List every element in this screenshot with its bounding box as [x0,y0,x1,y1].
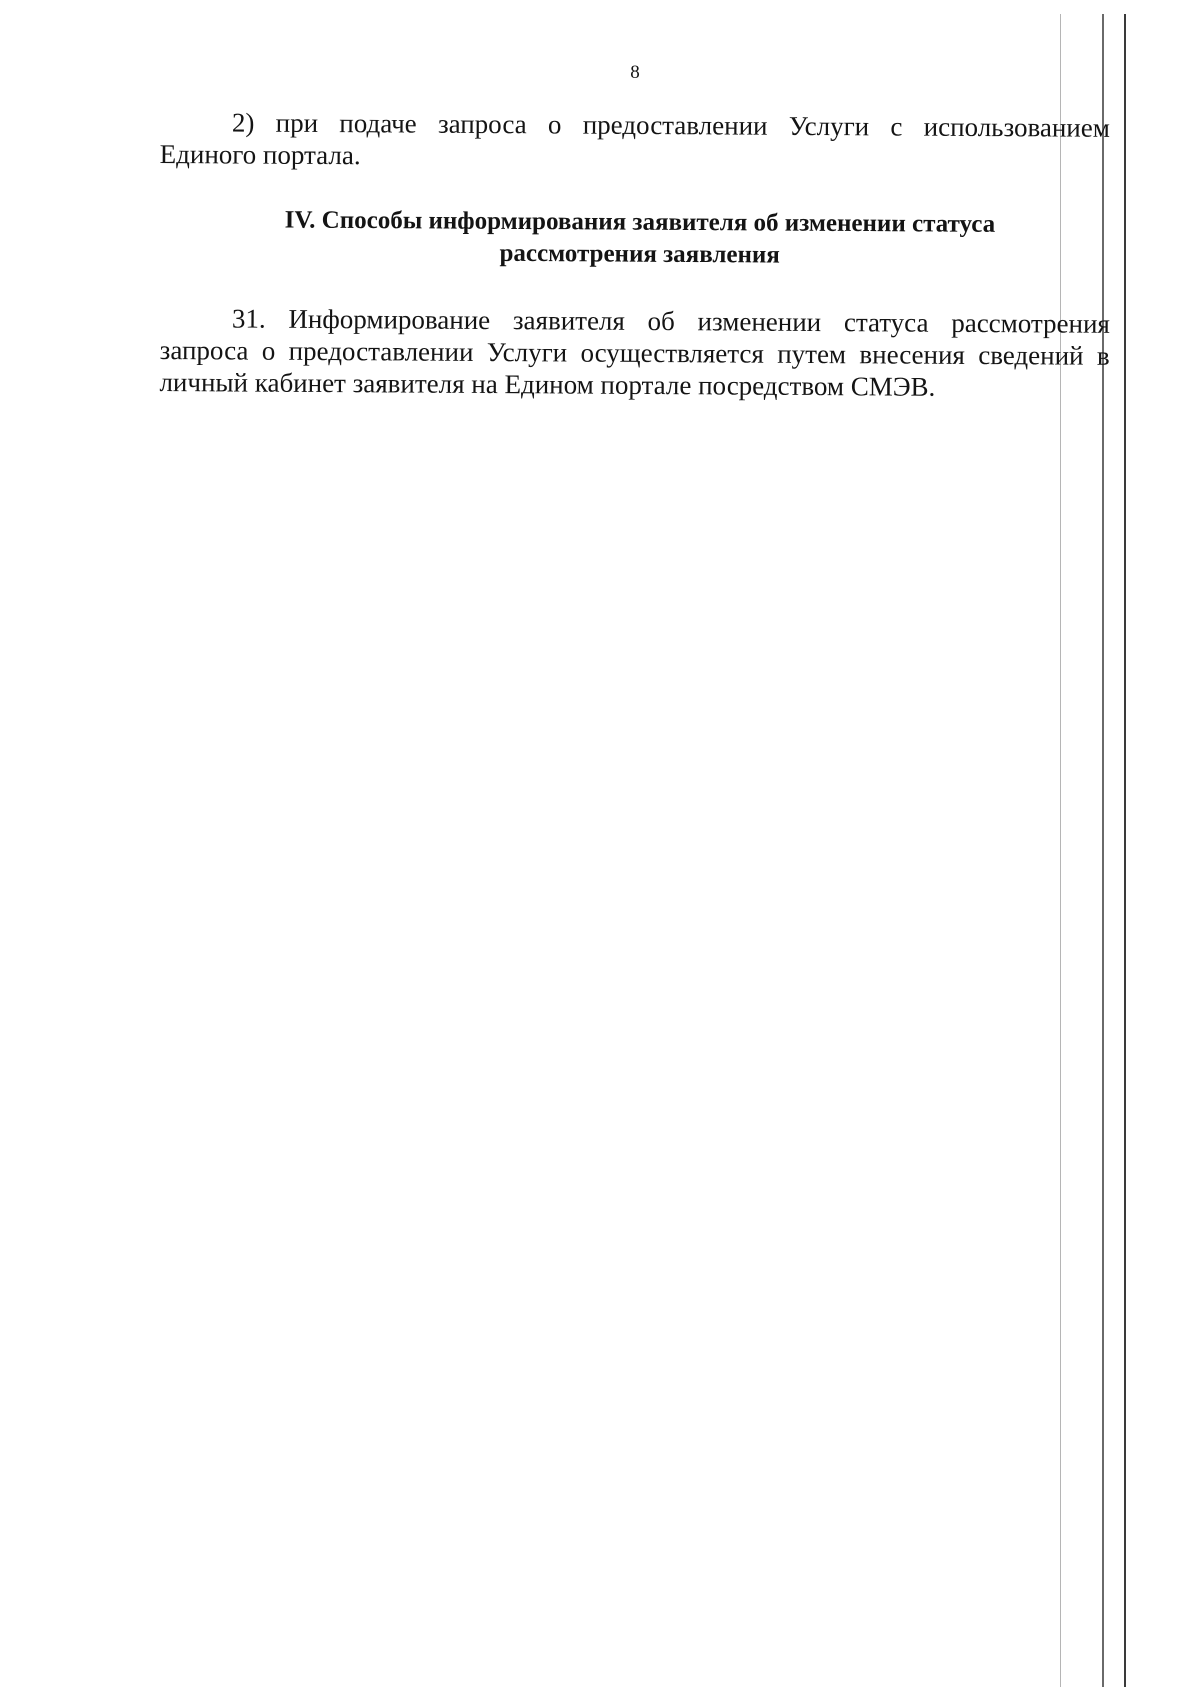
paragraph-line: запроса о предоставлении Услуги осуществляется путем внесения сведений в [159,334,1110,371]
paragraph-line: 31. Информирование заявителя об изменении статуса рассмотрения [231,303,1110,339]
section-heading [200,204,1080,273]
page-number: 8 [630,62,640,83]
paragraph-line: 2) при подаче запроса о предоставлении Услуги с использованием [231,107,1110,143]
paragraph-line: Единого портала. [159,138,361,171]
heading-line: рассмотрения заявления [499,239,780,269]
paragraph-line: личный кабинет заявителя на Едином портале посредством СМЭВ. [159,366,936,402]
scan-edge-line [1102,14,1104,1687]
heading-line: IV. Способы информирования заявителя об изменении статуса [284,206,996,238]
paragraph-submission-portal [160,106,1110,176]
scan-edge-line [1124,14,1126,1687]
paragraph-31 [159,302,1110,404]
